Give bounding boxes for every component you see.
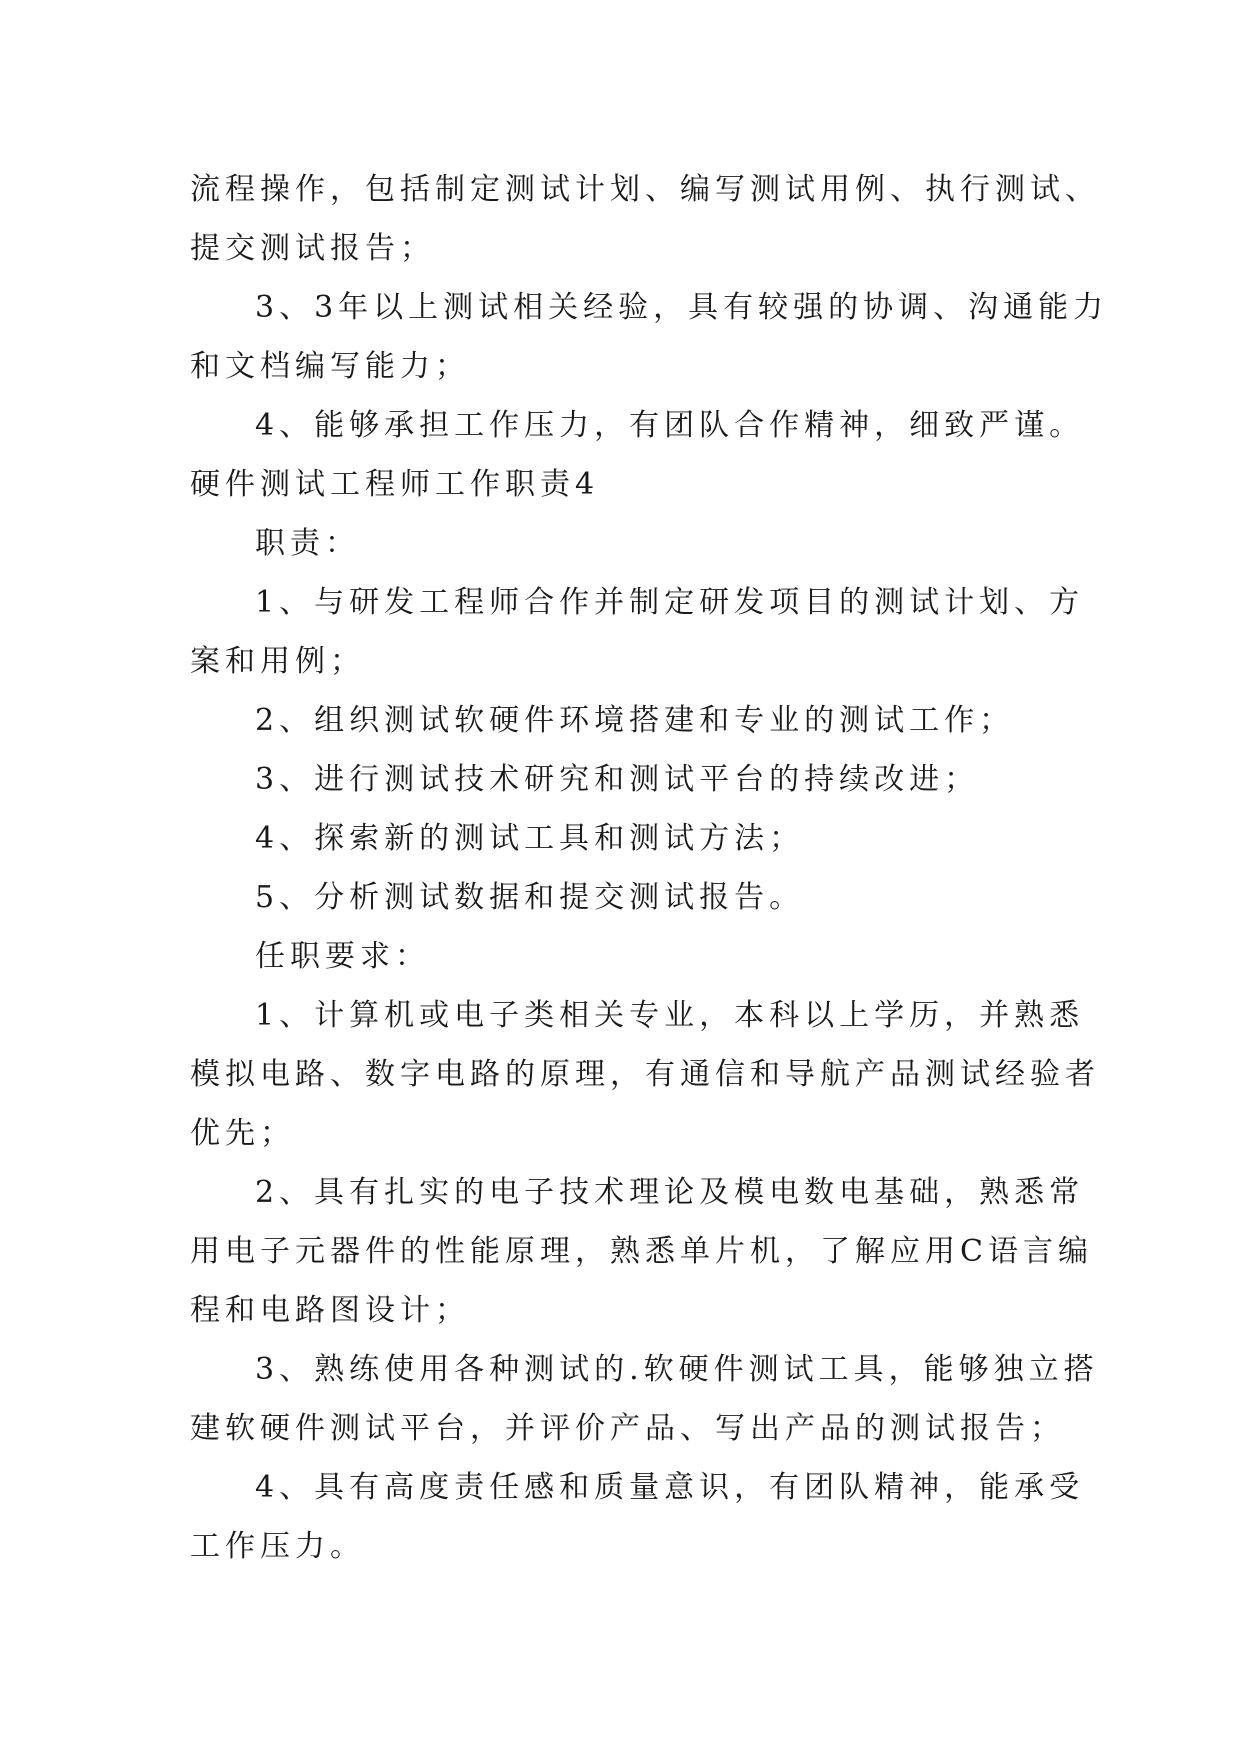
text-line: 3、进行测试技术研究和测试平台的持续改进； xyxy=(255,762,980,797)
subheading-requirements: 任职要求： xyxy=(255,939,430,974)
text-line: 4、具有高度责任感和质量意识，有团队精神，能承受 xyxy=(255,1470,1085,1505)
text-line: 提交测试报告； xyxy=(190,231,435,266)
text-line: 4、探索新的测试工具和测试方法； xyxy=(255,821,805,856)
subheading-duties: 职责： xyxy=(255,526,360,561)
text-line: 2、具有扎实的电子技术理论及模电数电基础，熟悉常 xyxy=(255,1175,1085,1210)
text-line: 和文档编写能力； xyxy=(190,349,470,384)
section-heading: 硬件测试工程师工作职责4 xyxy=(190,467,600,502)
text-line: 1、计算机或电子类相关专业，本科以上学历，并熟悉 xyxy=(255,998,1085,1033)
text-line: 5、分析测试数据和提交测试报告。 xyxy=(255,880,805,915)
text-line: 模拟电路、数字电路的原理，有通信和导航产品测试经验者 xyxy=(190,1057,1100,1092)
text-line: 建软硬件测试平台，并评价产品、写出产品的测试报告； xyxy=(190,1411,1065,1446)
text-line: 2、组织测试软硬件环境搭建和专业的测试工作； xyxy=(255,703,1015,738)
text-line: 工作压力。 xyxy=(190,1529,365,1564)
text-line: 3、熟练使用各种测试的.软硬件测试工具，能够独立搭 xyxy=(255,1352,1099,1387)
text-line: 1、与研发工程师合作并制定研发项目的测试计划、方 xyxy=(255,585,1085,620)
text-line: 优先； xyxy=(190,1116,295,1151)
text-line: 4、能够承担工作压力，有团队合作精神，细致严谨。 xyxy=(255,408,1085,443)
text-line: 3、3年以上测试相关经验，具有较强的协调、沟通能力 xyxy=(255,290,1109,325)
text-line: 程和电路图设计； xyxy=(190,1293,470,1328)
text-line: 用电子元器件的性能原理，熟悉单片机，了解应用C语言编 xyxy=(190,1234,1093,1269)
document-body xyxy=(190,160,1109,1576)
text-line: 流程操作，包括制定测试计划、编写测试用例、执行测试、 xyxy=(190,172,1100,207)
text-line: 案和用例； xyxy=(190,644,365,679)
